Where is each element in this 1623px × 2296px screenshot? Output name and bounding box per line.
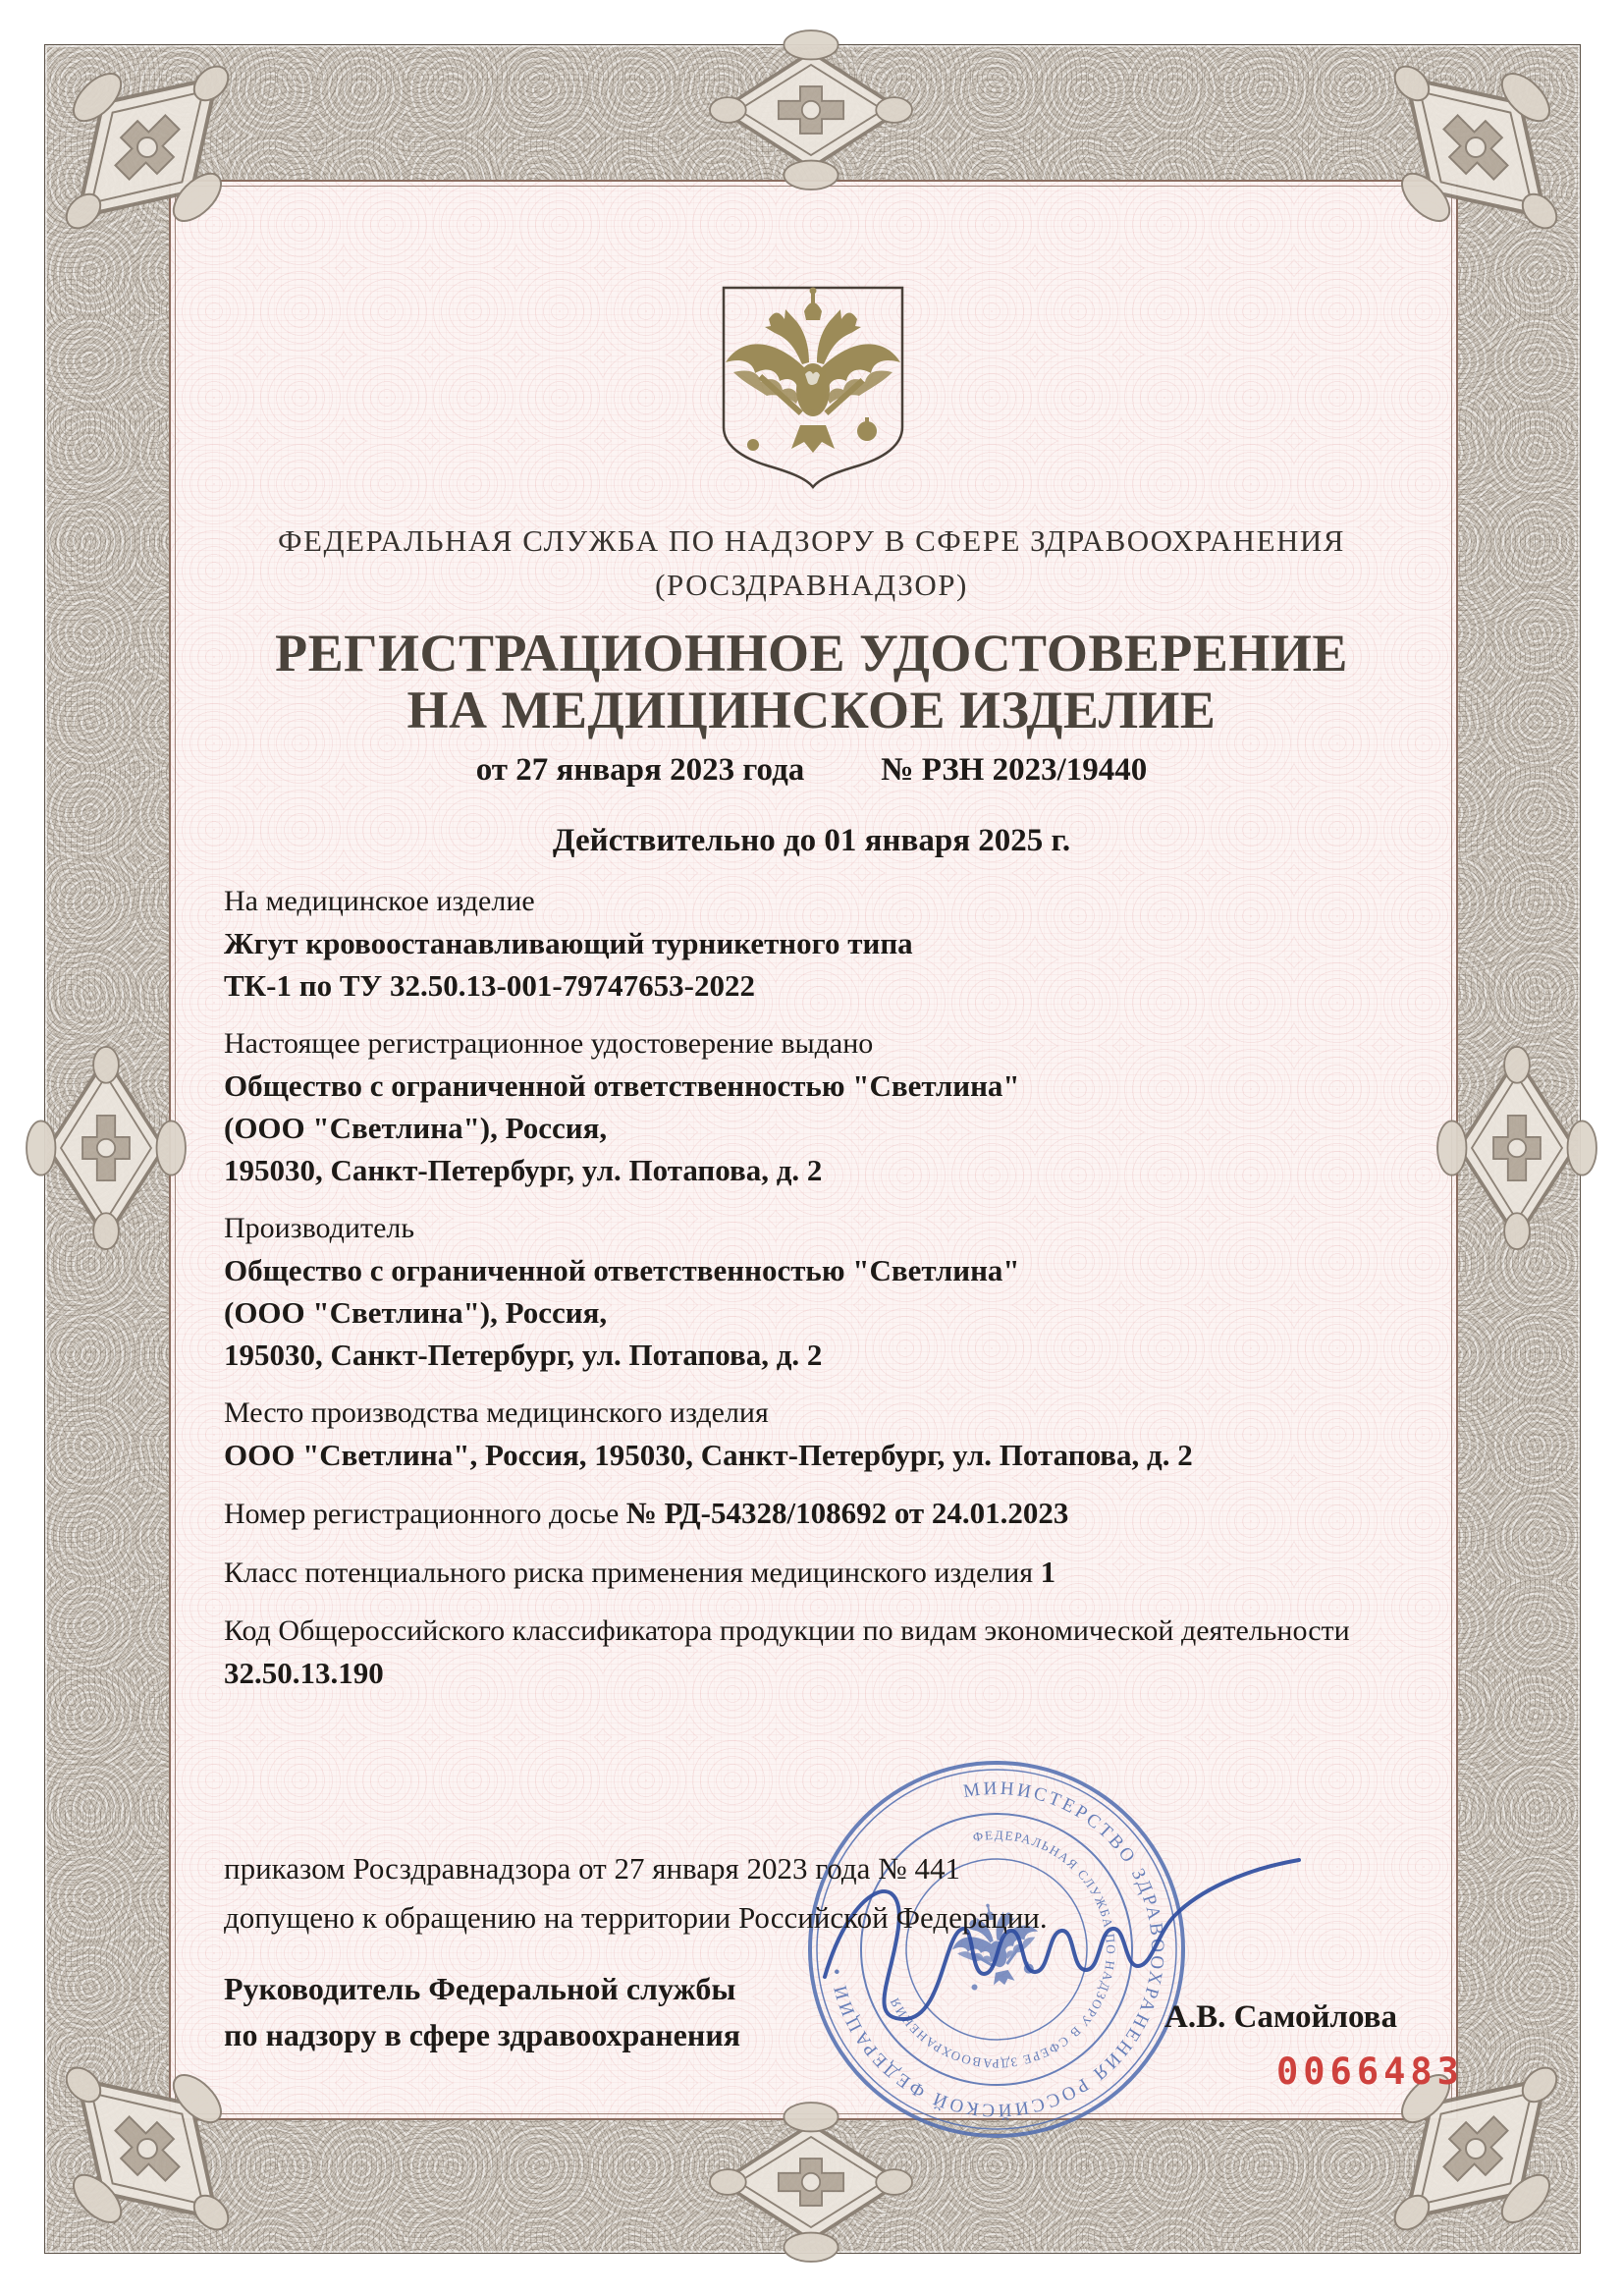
border-medallion-bottom-left <box>29 2031 265 2267</box>
stamp-inner-text: ФЕДЕРАЛЬНАЯ СЛУЖБА ПО НАДЗОРУ В СФЕРЕ ЗДРАВООХРАНЕНИЯ <box>886 1827 1119 2072</box>
certificate-title-block <box>0 625 1623 738</box>
serial-number: 0066483 <box>1276 2050 1464 2093</box>
field-value: 32.50.13.190 <box>224 1656 384 1690</box>
agency-name: ФЕДЕРАЛЬНАЯ СЛУЖБА ПО НАДЗОРУ В СФЕРЕ ЗДРАВООХРАНЕНИЯ <box>278 523 1345 558</box>
field-label: На медицинское изделие <box>224 885 535 917</box>
validity-line: Действительно до 01 января 2025 г. <box>552 823 1071 858</box>
field-value: (ООО "Светлина"), Россия, <box>224 1111 608 1145</box>
agency-short-name: (РОСЗДРАВНАДЗОР) <box>655 568 968 602</box>
signatory-title-line: Руководитель Федеральной службы <box>224 1971 736 2006</box>
field-value: № РД-54328/108692 от 24.01.2023 <box>625 1496 1069 1530</box>
field-label: Настоящее регистрационное удостоверение выдано <box>224 1027 874 1060</box>
field-risk-class <box>224 1551 1451 1594</box>
signatory-name: А.В. Самойлова <box>1164 1999 1397 2035</box>
field-label: Код Общероссийского классификатора продукции по видам экономической деятельности <box>224 1614 1350 1647</box>
field-okpd-code <box>224 1610 1451 1695</box>
order-line: допущено к обращению на территории Российской Федерации. <box>224 1900 1048 1935</box>
field-production-place <box>224 1392 1451 1476</box>
field-dossier-number <box>224 1492 1451 1535</box>
field-holder <box>224 1022 1451 1191</box>
field-value: Общество с ограниченной ответственностью "Светлина" <box>224 1068 1020 1103</box>
field-device <box>224 880 1451 1007</box>
order-text <box>224 1844 1186 1942</box>
field-value: ТК-1 по ТУ 32.50.13-001-79747653-2022 <box>224 968 755 1003</box>
double-headed-eagle-icon <box>726 288 900 454</box>
certificate-title: РЕГИСТРАЦИОННОЕ УДОСТОВЕРЕНИЕ <box>275 624 1348 683</box>
border-medallion-left <box>8 1045 204 1251</box>
field-label: Место производства медицинского изделия <box>224 1396 769 1429</box>
field-value: 195030, Санкт-Петербург, ул. Потапова, д. 2 <box>224 1153 823 1187</box>
agency-name-block <box>0 519 1623 607</box>
issue-date: от 27 января 2023 года <box>475 752 805 788</box>
field-value: (ООО "Светлина"), Россия, <box>224 1295 608 1330</box>
field-value: 1 <box>1040 1555 1056 1589</box>
stamp-outer-text: МИНИСТЕРСТВО ЗДРАВООХРАНЕНИЯ РОССИЙСКОЙ ФЕДЕРАЦИИ • <box>826 1777 1168 2121</box>
field-value: Общество с ограниченной ответственностью "Светлина" <box>224 1253 1020 1287</box>
field-label: Номер регистрационного досье <box>224 1498 620 1530</box>
field-value: Жгут кровоостанавливающий турникетного типа <box>224 926 913 960</box>
field-label: Класс потенциального риска применения медицинского изделия <box>224 1557 1034 1589</box>
field-value: 195030, Санкт-Петербург, ул. Потапова, д. 2 <box>224 1338 823 1372</box>
certificate-subtitle: НА МЕДИЦИНСКОЕ ИЗДЕЛИЕ <box>406 681 1217 739</box>
signatory-title <box>224 1966 740 2058</box>
certificate-fields <box>224 880 1451 1711</box>
order-line: приказом Росздравнадзора от 27 января 2023 года № 441 <box>224 1851 960 1886</box>
field-manufacturer <box>224 1207 1451 1376</box>
date-number-row <box>0 752 1623 789</box>
coat-of-arms <box>710 278 916 496</box>
border-medallion-top-left <box>29 29 265 265</box>
certificate-number: № РЗН 2023/19440 <box>881 752 1148 788</box>
border-medallion-top <box>708 12 914 208</box>
signatory-title-line: по надзору в сфере здравоохранения <box>224 2017 741 2052</box>
field-label: Производитель <box>224 1212 415 1244</box>
border-medallion-top-right <box>1358 29 1594 265</box>
field-value: ООО "Светлина", Россия, 195030, Санкт-Петербург, ул. Потапова, д. 2 <box>224 1438 1193 1472</box>
